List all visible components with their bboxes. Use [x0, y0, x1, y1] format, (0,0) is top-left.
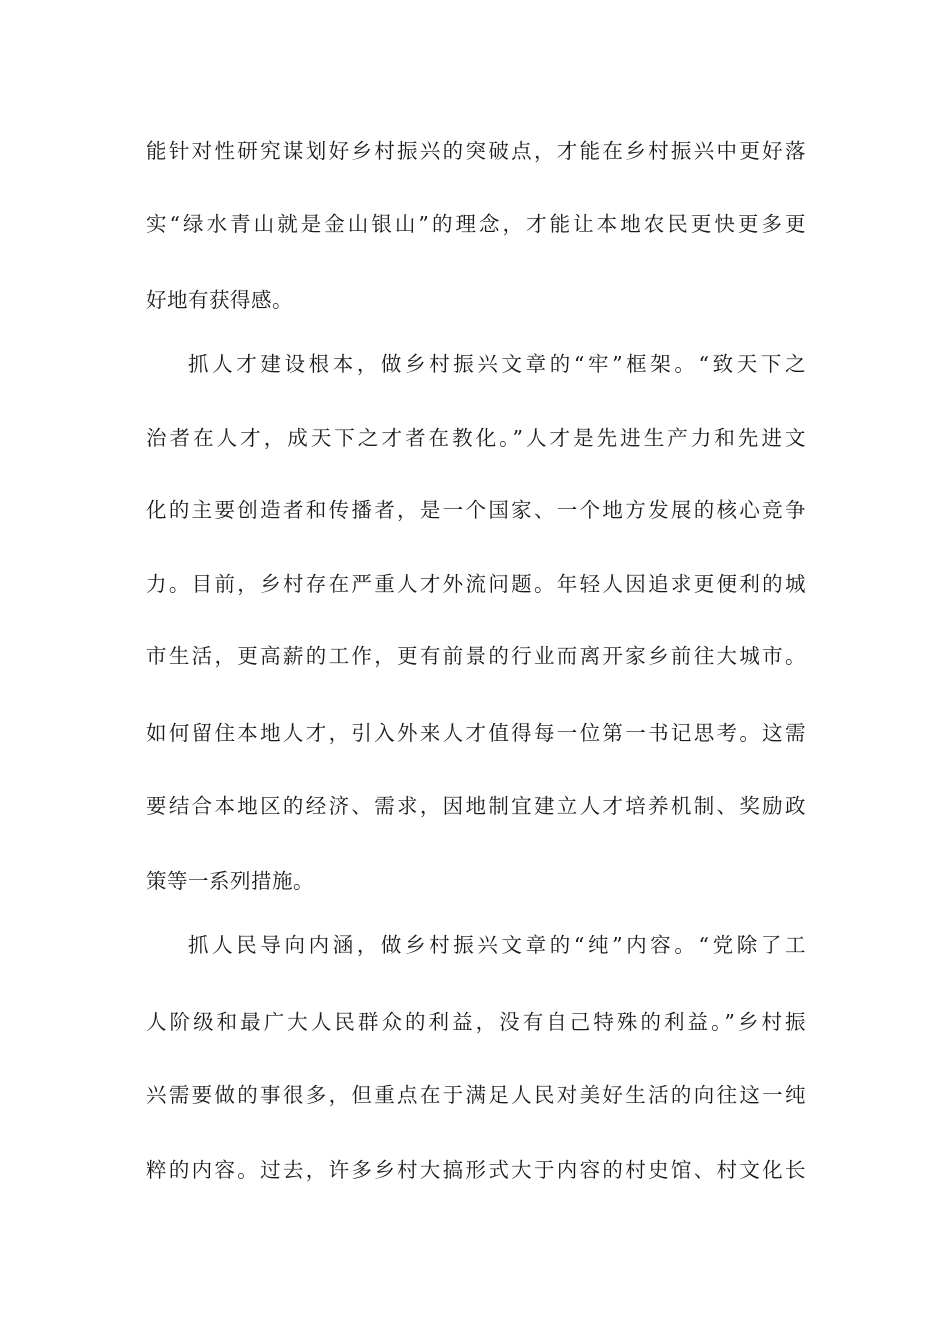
- text-line: 好地有获得感。: [146, 288, 293, 312]
- text-line: 人阶级和最广大人民群众的利益，没有自己特殊的利益。”乡村振: [146, 1010, 806, 1034]
- text-line: 力。目前，乡村存在严重人才外流问题。年轻人因追求更便利的城: [146, 572, 806, 596]
- text-line: 兴需要做的事很多，但重点在于满足人民对美好生活的向往这一纯: [146, 1083, 806, 1107]
- text-line: 策等一系列措施。: [146, 869, 314, 893]
- text-line: 实“绿水青山就是金山银山”的理念，才能让本地农民更快更多更: [146, 212, 806, 236]
- text-line: 治者在人才，成天下之才者在教化。”人才是先进生产力和先进文: [146, 426, 806, 450]
- text-line: 要结合本地区的经济、需求，因地制宜建立人才培养机制、奖励政: [146, 794, 806, 818]
- text-line: 市生活，更高薪的工作，更有前景的行业而离开家乡前往大城市。: [146, 644, 806, 668]
- text-line: 化的主要创造者和传播者，是一个国家、一个地方发展的核心竞争: [146, 498, 806, 522]
- text-line: 如何留住本地人才，引入外来人才值得每一位第一书记思考。这需: [146, 721, 806, 745]
- paragraph-start-line: 抓人才建设根本，做乡村振兴文章的“牢”框架。“致天下之: [188, 352, 806, 376]
- paragraph-start-line: 抓人民导向内涵，做乡村振兴文章的“纯”内容。“党除了工: [188, 933, 806, 957]
- text-line: 粹的内容。过去，许多乡村大搞形式大于内容的村史馆、村文化长: [146, 1158, 806, 1182]
- text-line: 能针对性研究谋划好乡村振兴的突破点，才能在乡村振兴中更好落: [146, 139, 806, 163]
